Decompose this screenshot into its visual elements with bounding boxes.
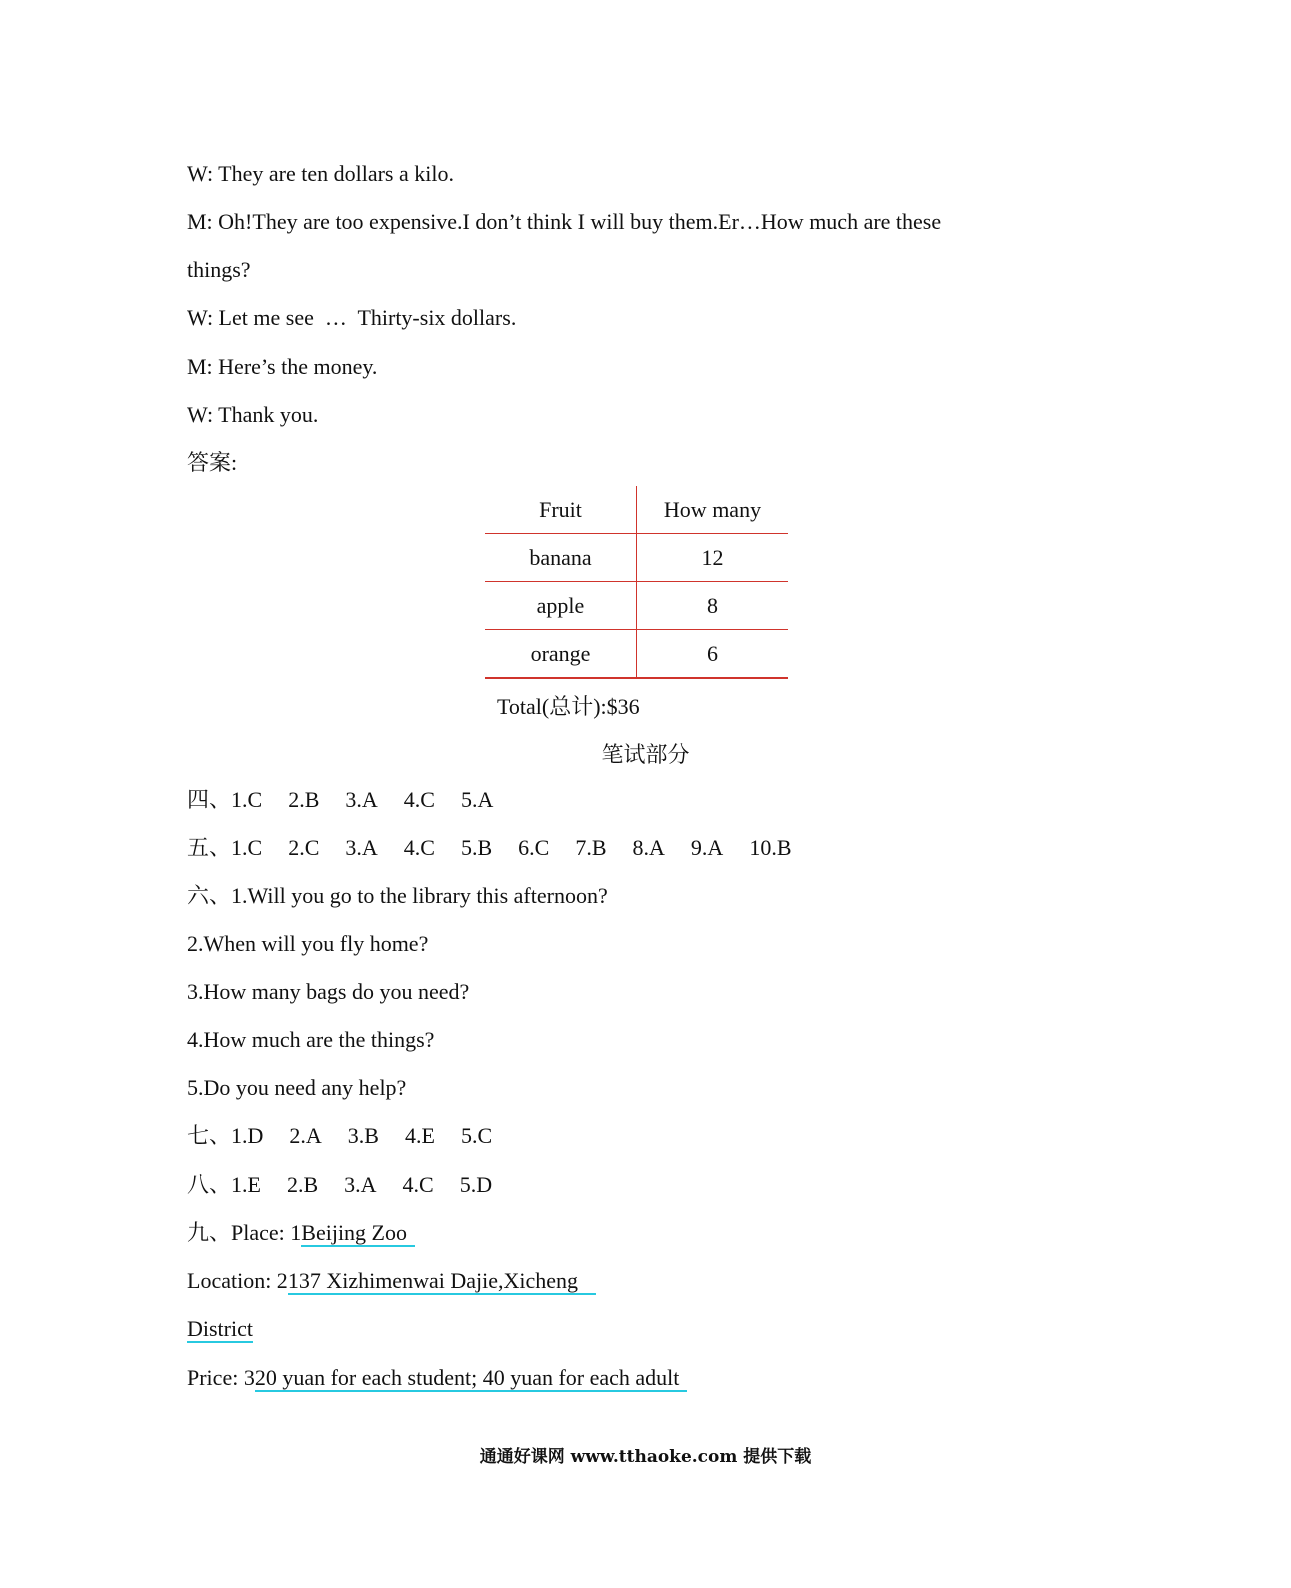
table-header-row: [485, 486, 788, 534]
answer-item: 5.D: [459, 1172, 493, 1197]
answer-item: 10.B: [749, 835, 792, 860]
answer-item: 4.C: [403, 787, 435, 812]
table-cell: 12: [637, 534, 789, 582]
answer-item: 2.C: [288, 835, 320, 860]
answer-item: 6.C: [518, 835, 550, 860]
answer-item: 3.A: [345, 835, 378, 860]
answer-label: 答案:: [187, 450, 238, 475]
section-label: 九、: [187, 1220, 232, 1245]
price-prefix: Price: 3: [187, 1365, 255, 1390]
price-value: 20 yuan for each student; 40 yuan for each adult: [255, 1366, 688, 1392]
place-prefix: Place: 1: [231, 1220, 302, 1245]
answer-item: 3.A: [344, 1172, 377, 1197]
table-cell: 6: [637, 630, 789, 679]
table-row: [485, 582, 788, 630]
answer-sentence: 1.Will you go to the library this afternoon?: [231, 883, 608, 908]
answer-item: 2.A: [289, 1123, 322, 1148]
total-text: Total(总计):$36: [497, 694, 640, 719]
answer-item: 2.B: [286, 1172, 319, 1197]
section-7-answers: [187, 1122, 492, 1150]
section-label: 四、: [187, 787, 232, 812]
dialogue-line: W: Thank you.: [187, 402, 319, 427]
section-8-answers: [187, 1171, 492, 1199]
answer-item: 3.B: [347, 1123, 379, 1148]
dialogue-line: W: They are ten dollars a kilo.: [187, 161, 454, 186]
location-prefix: Location: 2: [187, 1268, 288, 1293]
answer-sentence: 4.How much are the things?: [187, 1027, 435, 1052]
place-value: Beijing Zoo: [301, 1221, 415, 1247]
section-4-answers: [187, 786, 493, 814]
answer-item: 7.B: [575, 835, 607, 860]
answer-sentence: 5.Do you need any help?: [187, 1075, 407, 1100]
table-cell: banana: [485, 534, 637, 582]
table-header-cell: Fruit: [485, 486, 637, 534]
dialogue-line: M: Here’s the money.: [187, 354, 378, 379]
table-cell: apple: [485, 582, 637, 630]
dialogue-line: W: Let me see … Thirty-six dollars.: [187, 305, 517, 330]
section-9-price: [187, 1364, 687, 1392]
dialogue-line: M: Oh!They are too expensive.I don’t think I will buy them.Er…How much are these: [187, 209, 942, 234]
location-value-cont: District: [187, 1316, 253, 1341]
footer-watermark: 通通好课网 www.tthaoke.com 提供下载: [479, 1447, 812, 1467]
section-9-location: [187, 1267, 596, 1295]
answer-item: 5.B: [460, 835, 493, 860]
section-6-line: [187, 882, 608, 910]
answer-sentence: 3.How many bags do you need?: [187, 979, 470, 1004]
section-9-location-cont: [187, 1315, 253, 1343]
section-5-answers: [187, 834, 792, 862]
section-label: 七、: [187, 1123, 232, 1148]
fruit-count-table: [485, 486, 788, 679]
answer-item: 8.A: [632, 835, 665, 860]
table-row: [485, 534, 788, 582]
answer-item: 1.C: [231, 835, 263, 860]
table-row: [485, 630, 788, 679]
answer-item: 9.A: [690, 835, 724, 860]
written-section-heading: 笔试部分: [601, 742, 690, 767]
section-9-place: [187, 1219, 415, 1247]
answer-item: 1.D: [231, 1123, 264, 1148]
table-header-cell: How many: [637, 486, 789, 534]
answer-item: 5.A: [460, 787, 494, 812]
table-cell: 8: [637, 582, 789, 630]
answer-item: 4.C: [402, 1172, 434, 1197]
answer-item: 2.B: [288, 787, 320, 812]
answer-item: 4.E: [404, 1123, 435, 1148]
answer-item: 5.C: [460, 1123, 493, 1148]
location-value: 137 Xizhimenwai Dajie,Xicheng: [288, 1269, 596, 1295]
section-label: 八、: [187, 1172, 232, 1197]
table-cell: orange: [485, 630, 637, 679]
answer-item: 3.A: [345, 787, 378, 812]
answer-item: 1.C: [231, 787, 263, 812]
dialogue-line: things?: [187, 257, 251, 282]
section-label: 六、: [187, 883, 232, 908]
answer-item: 4.C: [403, 835, 435, 860]
section-label: 五、: [187, 835, 232, 860]
answer-item: 1.E: [231, 1172, 261, 1197]
answer-sentence: 2.When will you fly home?: [187, 931, 429, 956]
